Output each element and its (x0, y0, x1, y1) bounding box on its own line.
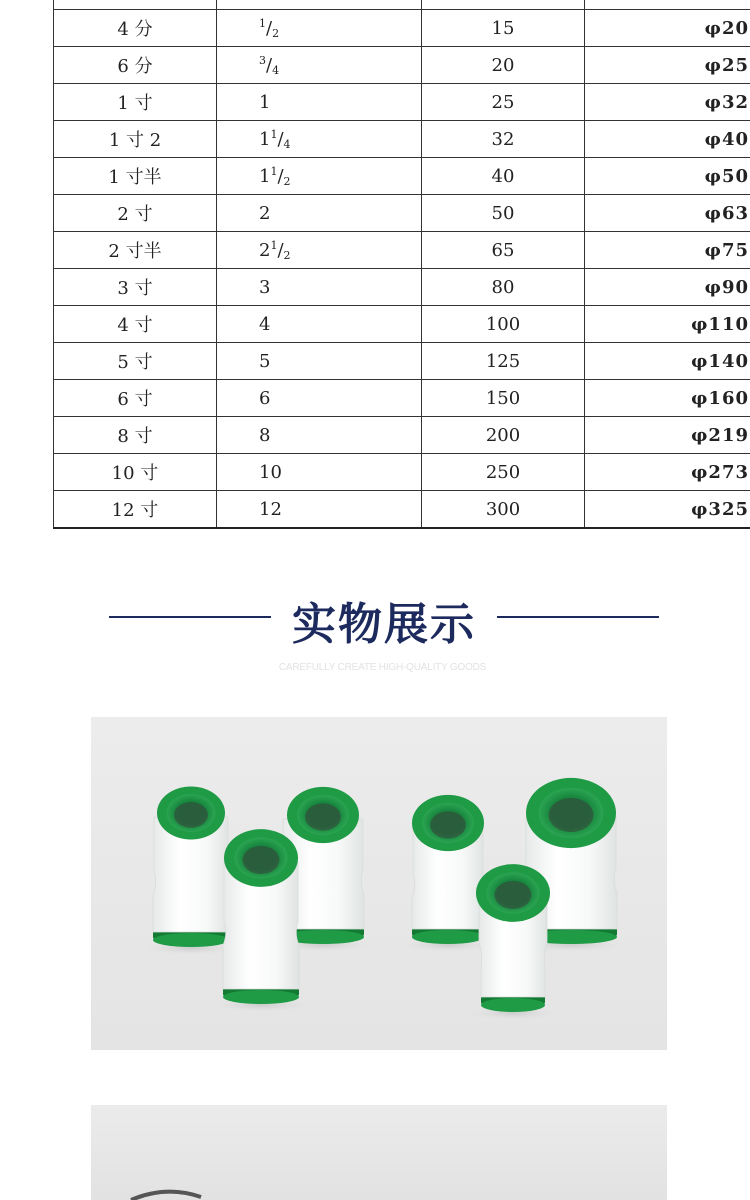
inch-cell (217, 121, 422, 158)
heading-divider-left (109, 616, 271, 618)
inch-cell (217, 158, 422, 195)
inch-whole: 8 (259, 425, 270, 446)
inch-denominator: 4 (272, 64, 279, 77)
dn-cell: 50 (422, 195, 585, 232)
dn-cell: 32 (422, 121, 585, 158)
size-cell: 1 寸 2 (54, 121, 217, 158)
inch-whole: 6 (259, 388, 270, 409)
inch-whole: 1 (259, 166, 270, 187)
table-row (54, 454, 750, 491)
outer-diameter-cell: φ40 (585, 121, 750, 158)
size-cell: 2 寸 (54, 195, 217, 232)
size-cell: 2 寸半 (54, 232, 217, 269)
table-header-row (54, 0, 750, 10)
table-row (54, 269, 750, 306)
inch-cell (217, 417, 422, 454)
fitting-opening (495, 881, 532, 909)
fitting-base-ring-edge (412, 930, 484, 944)
inch-whole: 2 (259, 240, 270, 261)
inch-numerator: 1 (259, 17, 266, 30)
outer-diameter-cell: φ63 (585, 195, 750, 232)
inch-cell (217, 306, 422, 343)
inch-denominator: 2 (284, 249, 291, 262)
fitting-opening (174, 802, 208, 828)
dn-cell: 20 (422, 47, 585, 84)
outer-diameter-cell: φ32 (585, 84, 750, 121)
size-cell: 12 寸 (54, 491, 217, 529)
dn-cell: 65 (422, 232, 585, 269)
table-row (54, 491, 750, 529)
table-row (54, 306, 750, 343)
size-cell: 3 寸 (54, 269, 217, 306)
pipe-fittings-illustration (91, 717, 667, 1050)
inch-denominator: 4 (284, 138, 291, 151)
inch-cell (217, 10, 422, 47)
inch-whole: 1 (259, 92, 270, 113)
table-row (54, 10, 750, 47)
fraction-slash: / (277, 129, 283, 150)
fitting-base-ring-edge (481, 998, 545, 1012)
size-cell: 5 寸 (54, 343, 217, 380)
outer-diameter-cell: φ219 (585, 417, 750, 454)
dn-cell: 15 (422, 10, 585, 47)
table-row (54, 232, 750, 269)
inch-whole: 4 (259, 314, 270, 335)
inch-cell (217, 491, 422, 529)
header-cell (585, 0, 750, 10)
inch-numerator: 1 (270, 239, 277, 252)
table-row (54, 195, 750, 232)
inch-whole: 3 (259, 277, 270, 298)
dn-cell: 80 (422, 269, 585, 306)
outer-diameter-cell: φ50 (585, 158, 750, 195)
fitting-opening (305, 803, 341, 830)
outer-diameter-cell: φ273 (585, 454, 750, 491)
inch-cell (217, 84, 422, 121)
outer-diameter-cell: φ110 (585, 306, 750, 343)
size-cell: 4 分 (54, 10, 217, 47)
table-row (54, 343, 750, 380)
outer-diameter-cell: φ25 (585, 47, 750, 84)
product-photo-secondary (91, 1105, 667, 1200)
photo-secondary-illustration (91, 1105, 667, 1200)
dn-cell: 250 (422, 454, 585, 491)
size-cell: 6 分 (54, 47, 217, 84)
inch-cell (217, 232, 422, 269)
inch-whole: 5 (259, 351, 270, 372)
inch-cell (217, 343, 422, 380)
outer-diameter-cell: φ160 (585, 380, 750, 417)
dn-cell: 150 (422, 380, 585, 417)
fitting-opening (430, 811, 466, 838)
section-subtitle: CAREFULLY CREATE HIGH-QUALITY GOODS (0, 662, 750, 673)
inch-denominator: 2 (284, 175, 291, 188)
dn-cell: 100 (422, 306, 585, 343)
heading-divider-right (497, 616, 659, 618)
outer-diameter-cell: φ75 (585, 232, 750, 269)
dn-cell: 200 (422, 417, 585, 454)
header-cell (217, 0, 422, 10)
inch-cell (217, 454, 422, 491)
outer-diameter-cell: φ140 (585, 343, 750, 380)
inch-whole: 1 (259, 129, 270, 150)
size-cell: 10 寸 (54, 454, 217, 491)
fitting-opening (549, 798, 594, 832)
size-cell: 6 寸 (54, 380, 217, 417)
fraction-slash: / (266, 55, 272, 76)
size-table-body (54, 0, 750, 528)
table-row (54, 380, 750, 417)
size-cell: 4 寸 (54, 306, 217, 343)
inch-cell (217, 380, 422, 417)
fittings-group (135, 778, 635, 1021)
size-cell: 1 寸半 (54, 158, 217, 195)
dn-cell: 40 (422, 158, 585, 195)
inch-numerator: 3 (259, 54, 266, 67)
fraction-slash: / (266, 18, 272, 39)
fitting-edge-shape (131, 1192, 201, 1200)
inch-numerator: 1 (270, 128, 277, 141)
outer-diameter-cell: φ90 (585, 269, 750, 306)
fraction-slash: / (277, 166, 283, 187)
inch-cell (217, 269, 422, 306)
inch-whole: 12 (259, 499, 282, 520)
table-row (54, 121, 750, 158)
dn-cell: 25 (422, 84, 585, 121)
table-row (54, 417, 750, 454)
section-title: 实物展示 (271, 588, 497, 652)
inch-whole: 10 (259, 462, 282, 483)
inch-denominator: 2 (272, 27, 279, 40)
table-row (54, 84, 750, 121)
table-row (54, 47, 750, 84)
table-row (54, 158, 750, 195)
fitting-opening (243, 846, 280, 874)
size-cell: 1 寸 (54, 84, 217, 121)
inch-cell (217, 195, 422, 232)
size-table (53, 0, 750, 529)
fitting-base-ring-edge (153, 933, 229, 947)
dn-cell: 300 (422, 491, 585, 529)
fraction-slash: / (277, 240, 283, 261)
header-cell (54, 0, 217, 10)
product-photo-main (91, 717, 667, 1050)
inch-whole: 2 (259, 203, 270, 224)
size-cell: 8 寸 (54, 417, 217, 454)
dn-cell: 125 (422, 343, 585, 380)
inch-cell (217, 47, 422, 84)
outer-diameter-cell: φ325 (585, 491, 750, 529)
header-cell (422, 0, 585, 10)
outer-diameter-cell: φ20 (585, 10, 750, 47)
fitting-base-ring-edge (223, 990, 299, 1004)
inch-numerator: 1 (270, 165, 277, 178)
